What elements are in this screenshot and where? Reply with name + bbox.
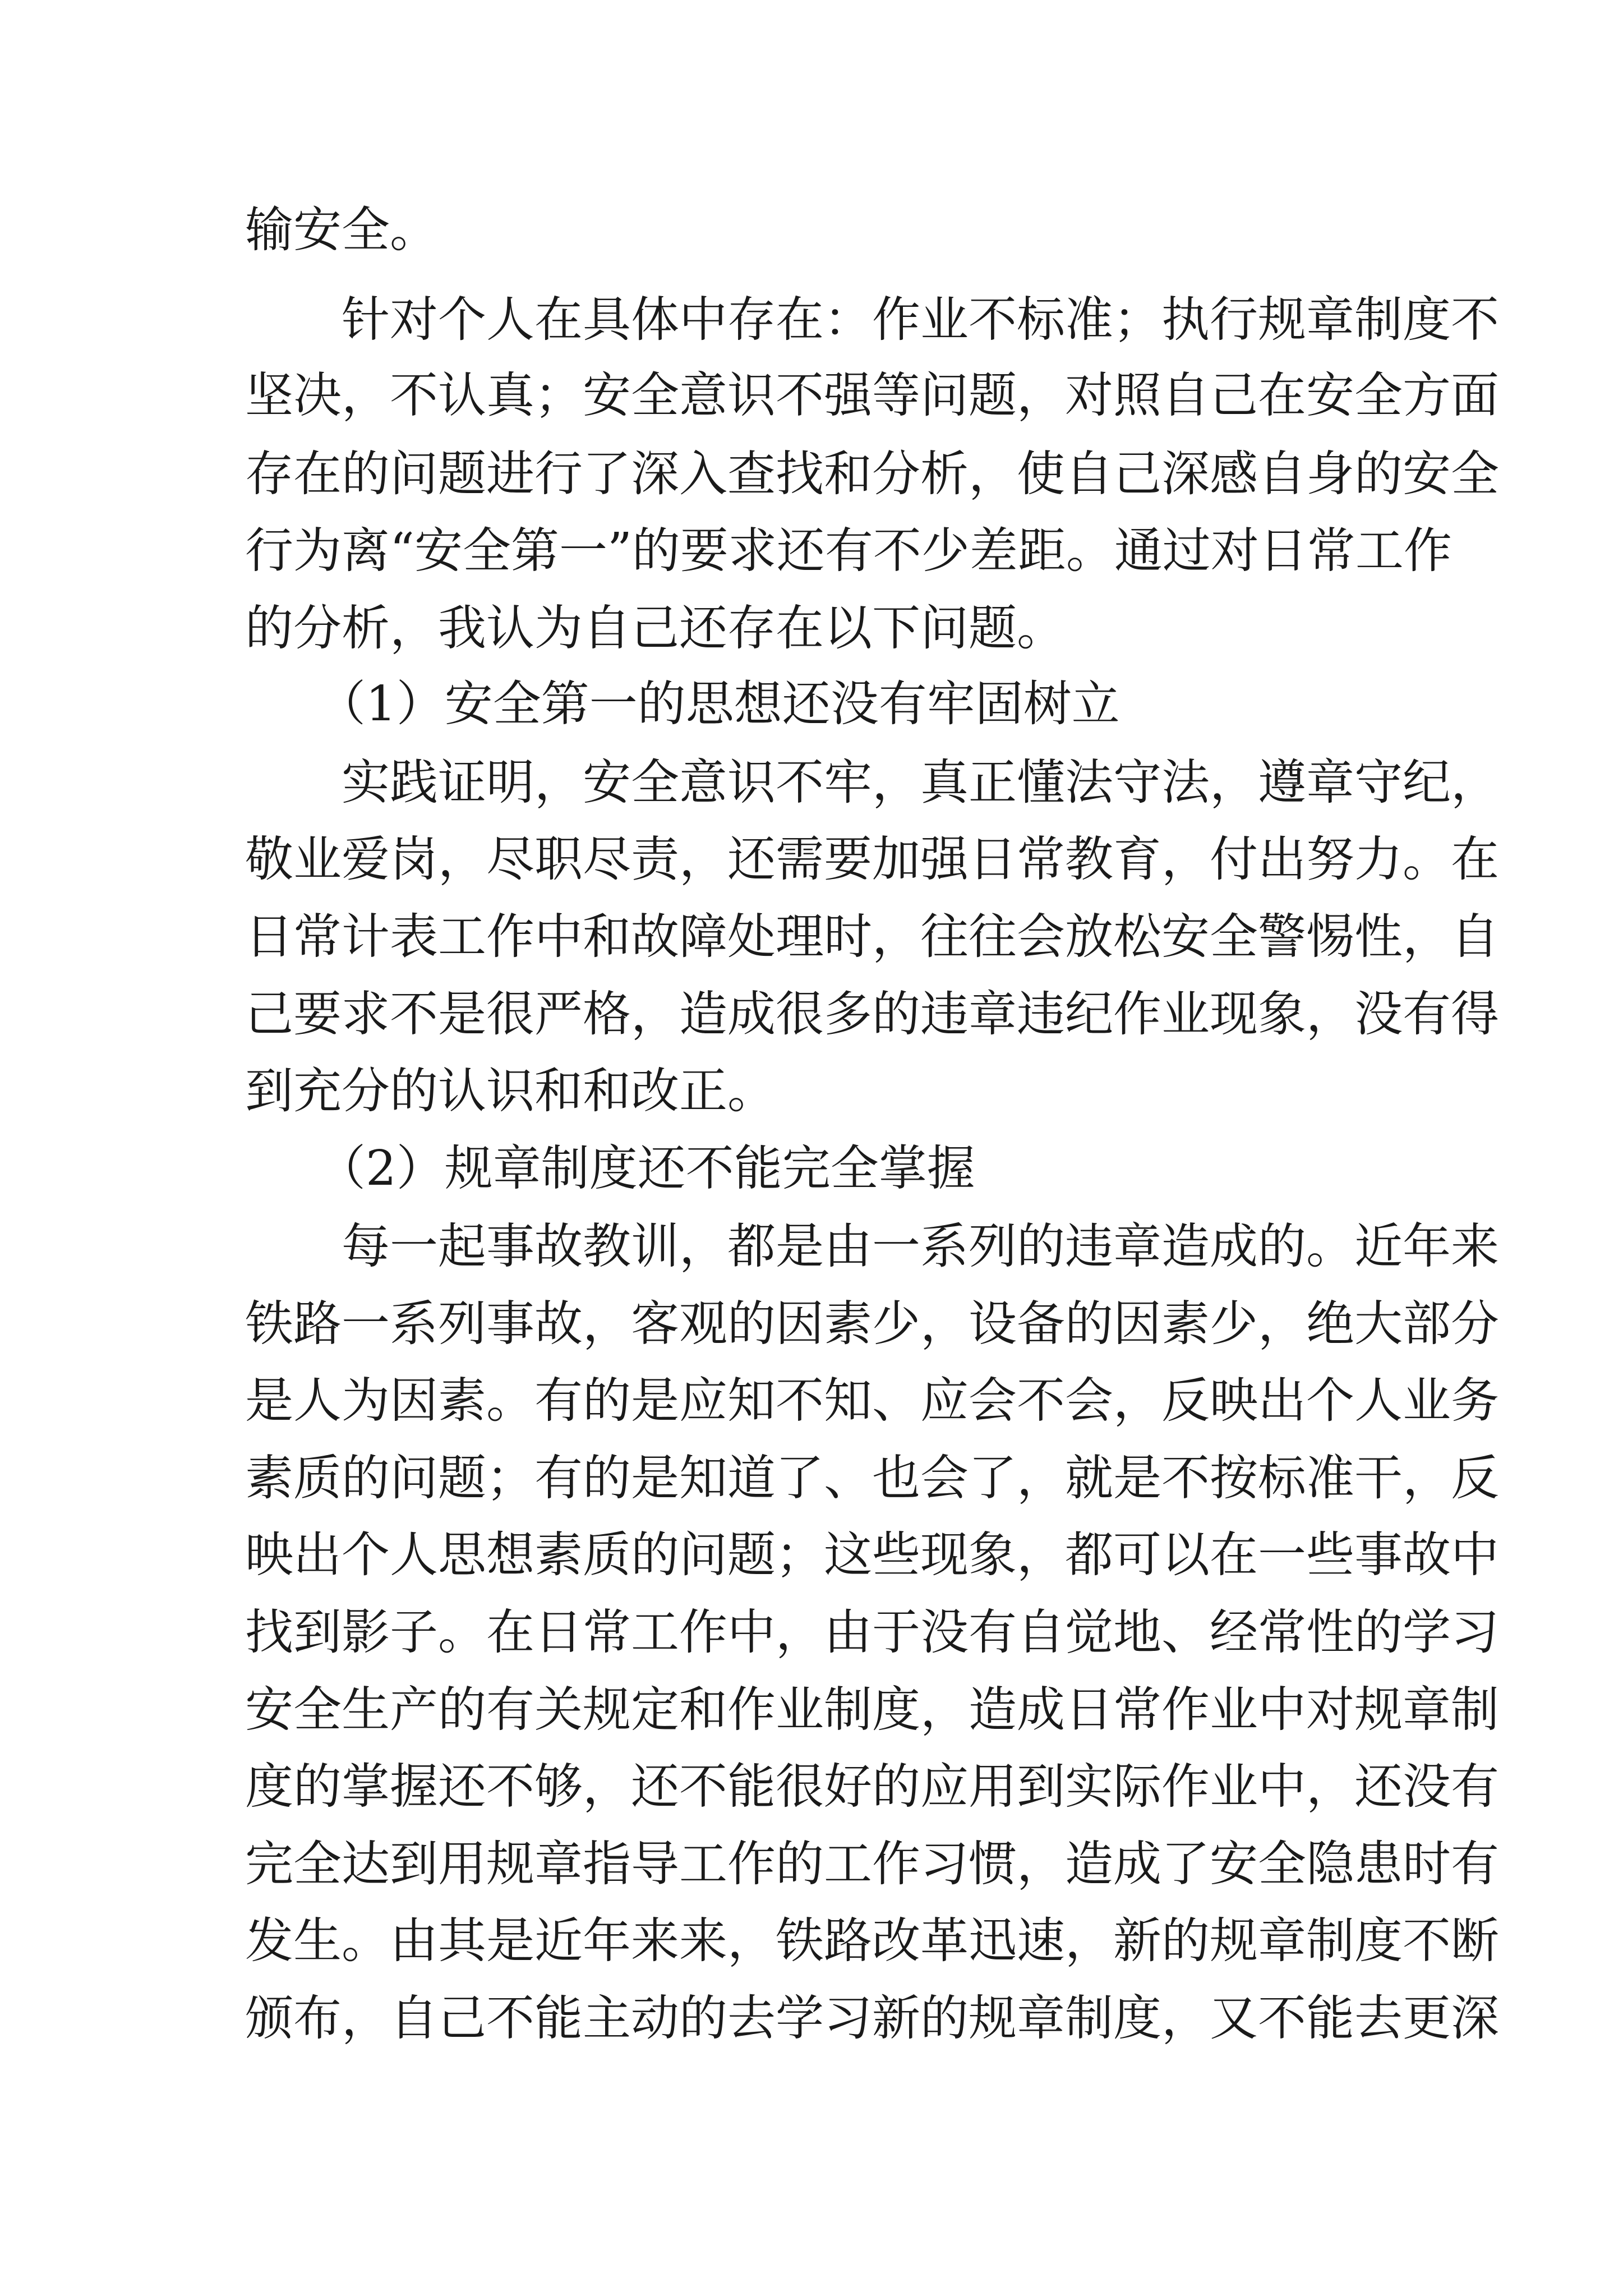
text-line: 针对个人在具体中存在：作业不标准；执行规章制度不	[245, 292, 1499, 348]
text-line: 坚决，不认真；安全意识不强等问题，对照自己在安全方面	[245, 367, 1499, 424]
section-heading: （1）安全第一的思想还没有牢固树立	[245, 676, 1120, 732]
text-line: 己要求不是很严格，造成很多的违章违纪作业现象，没有得	[245, 986, 1499, 1042]
text-line: 颁布，自己不能主动的去学习新的规章制度，又不能去更深	[245, 1990, 1499, 2046]
text-line: 安全生产的有关规定和作业制度，造成日常作业中对规章制	[245, 1682, 1499, 1738]
text-line: 行为离“安全第一”的要求还有不少差距。通过对日常工作	[245, 523, 1452, 579]
text-line: 是人为因素。有的是应知不知、应会不会，反映出个人业务	[245, 1373, 1499, 1429]
text-line: 的分析，我认为自己还存在以下问题。	[245, 600, 1065, 656]
text-line: 映出个人思想素质的问题；这些现象，都可以在一些事故中	[245, 1527, 1499, 1583]
text-line: 实践证明，安全意识不牢，真正懂法守法，遵章守纪，	[245, 754, 1499, 811]
text-line: 素质的问题；有的是知道了、也会了，就是不按标准干，反	[245, 1450, 1499, 1506]
text-line: 存在的问题进行了深入查找和分析，使自己深感自身的安全	[245, 446, 1499, 502]
text-line: 敬业爱岗，尽职尽责，还需要加强日常教育，付出努力。在	[245, 831, 1499, 887]
text-line: 输安全。	[245, 202, 438, 258]
text-line: 度的掌握还不够，还不能很好的应用到实际作业中，还没有	[245, 1759, 1499, 1815]
text-line: 完全达到用规章指导工作的工作习惯，造成了安全隐患时有	[245, 1836, 1499, 1892]
text-line: 到充分的认识和和改正。	[245, 1063, 776, 1119]
text-line: 铁路一系列事故，客观的因素少，设备的因素少，绝大部分	[245, 1296, 1499, 1352]
text-line: 每一起事故教训，都是由一系列的违章造成的。近年来	[245, 1218, 1499, 1274]
text-line: 找到影子。在日常工作中，由于没有自觉地、经常性的学习	[245, 1604, 1499, 1660]
text-line: 日常计表工作中和故障处理时，往往会放松安全警惕性，自	[245, 909, 1499, 965]
section-heading: （2）规章制度还不能完全掌握	[245, 1140, 975, 1197]
text-line: 发生。由其是近年来来，铁路改革迅速，新的规章制度不断	[245, 1913, 1499, 1969]
